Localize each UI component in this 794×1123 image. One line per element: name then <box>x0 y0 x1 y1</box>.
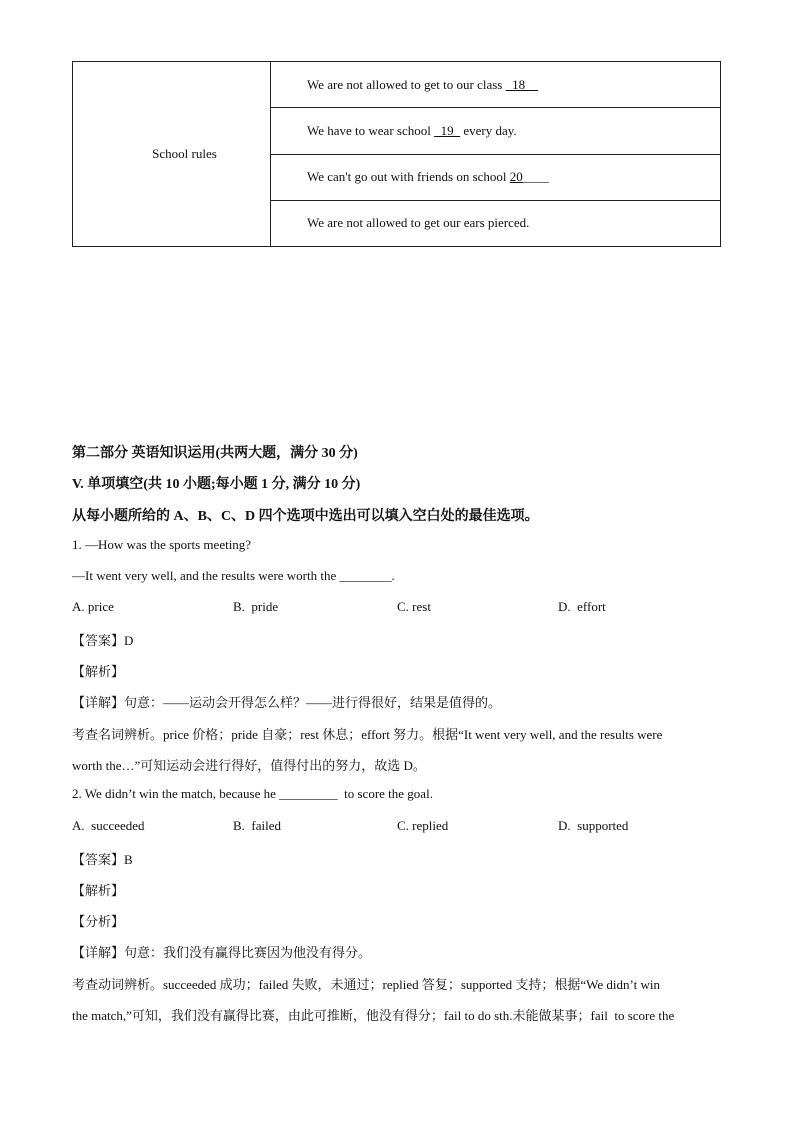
rule-text: We can't go out with friends on school <box>307 169 510 185</box>
q1-detail-2: 考查名词辨析。price 价格；pride 自豪；rest 休息；effort 努力。根据“It went very well, and the results were <box>72 727 663 742</box>
rule-row-4 <box>271 200 721 246</box>
rule-row-2 <box>271 108 721 154</box>
rule-text: We have to wear school <box>307 122 435 138</box>
blank-19: 19 <box>434 122 461 138</box>
school-rules-table <box>72 61 721 247</box>
q2-analysis-label: 【解析】 <box>72 883 125 898</box>
rule-text: We are not allowed to get our ears pierced. <box>307 215 530 231</box>
q2-option-a: A. succeeded <box>72 818 145 833</box>
table-row <box>73 62 721 108</box>
blank-20: 20 <box>509 169 523 185</box>
blank-18: 18 <box>505 76 539 92</box>
q1-option-b: B. pride <box>233 599 279 614</box>
table-label: School rules <box>73 62 271 247</box>
rule-text-after: ____ <box>522 169 549 185</box>
q1-detail-3: worth the…”可知运动会进行得好，值得付出的努力，故选 D。 <box>72 758 426 773</box>
q1-option-a: A. price <box>72 599 114 614</box>
q1-answer: 【答案】D <box>72 633 134 648</box>
rule-row-3 <box>271 154 721 200</box>
q2-fenxi-label: 【分析】 <box>72 914 125 929</box>
question-2-stem: 2. We didn’t win the match, because he _________ to score the goal. <box>72 786 433 801</box>
q2-answer: 【答案】B <box>72 852 133 867</box>
section-title: V. 单项填空(共 10 小题;每小题 1 分, 满分 10 分) <box>72 477 361 492</box>
rule-text-after: every day. <box>460 122 517 138</box>
rule-text: We are not allowed to get to our class <box>307 76 506 92</box>
q1-option-d: D. effort <box>558 599 606 614</box>
q2-option-b: B. failed <box>233 818 282 833</box>
q2-detail-2: 考查动词辨析。succeeded 成功；failed 失败，未通过；replied 答复；supported 支持；根据“We didn’t win <box>72 977 660 992</box>
q1-option-c: C. rest <box>397 599 431 614</box>
q1-analysis-label: 【解析】 <box>72 664 125 679</box>
q2-detail-1: 【详解】句意：我们没有赢得比赛因为他没有得分。 <box>72 945 372 960</box>
instruction: 从每小题所给的 A、B、C、D 四个选项中选出可以填入空白处的最佳选项。 <box>72 509 539 524</box>
q2-option-c: C. replied <box>397 818 449 833</box>
q1-detail-1: 【详解】句意：——运动会开得怎么样？——进行得很好，结果是值得的。 <box>72 695 502 710</box>
part-title: 第二部分 英语知识运用(共两大题，满分 30 分) <box>72 446 358 461</box>
q2-detail-3: the match,”可知，我们没有赢得比赛，由此可推断，他没有得分；fail to do sth.未能做某事；fail to score the <box>72 1008 675 1023</box>
question-1-stem: 1. —How was the sports meeting? <box>72 537 252 552</box>
question-1-reply: —It went very well, and the results were worth the ________. <box>72 568 395 583</box>
rule-row-1 <box>271 62 721 108</box>
q2-option-d: D. supported <box>558 818 629 833</box>
